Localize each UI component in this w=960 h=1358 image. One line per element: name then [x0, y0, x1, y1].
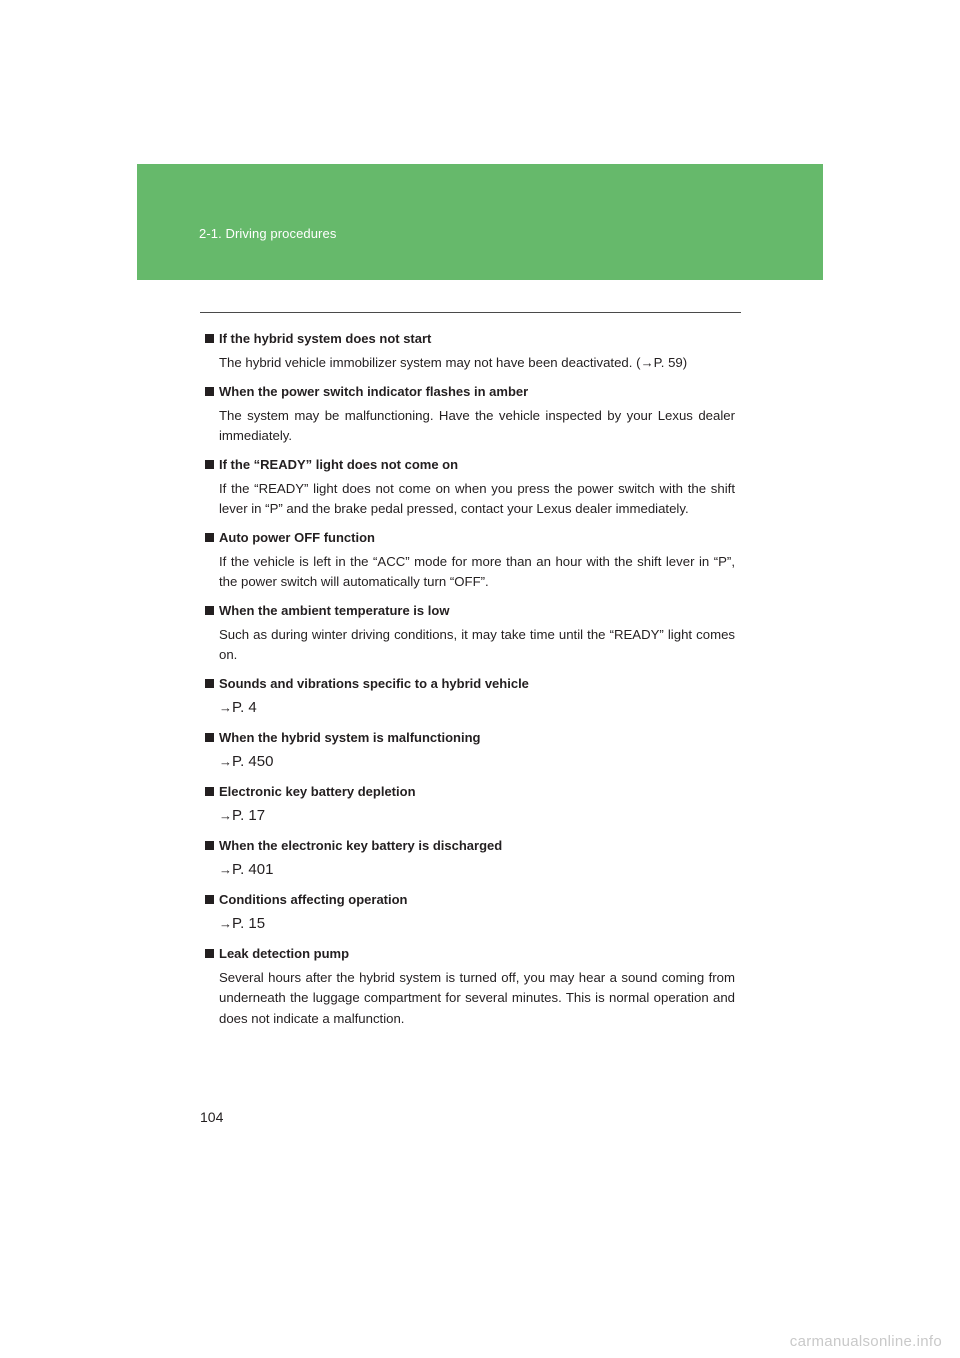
- page-number: 104: [200, 1109, 224, 1125]
- item-body: Several hours after the hybrid system is turned off, you may hear a sound coming from underneath the luggage compartment for several minutes. This is normal operation and does not indicate a malfunction.: [219, 969, 735, 1026]
- list-item: [205, 602, 735, 666]
- item-body: The hybrid vehicle immobilizer system may not have been deactivated. (→P. 59): [219, 355, 688, 370]
- square-bullet-icon: [205, 460, 214, 469]
- list-item: [205, 783, 735, 826]
- list-item: [205, 837, 735, 880]
- square-bullet-icon: [205, 841, 214, 850]
- list-item: [205, 456, 735, 520]
- list-item: [205, 729, 735, 772]
- page-reference-link[interactable]: →P. 15: [219, 914, 266, 932]
- list-item: [205, 891, 735, 934]
- square-bullet-icon: [205, 387, 214, 396]
- item-body: If the “READY” light does not come on when you press the power switch with the shift lever in “P” and the brake pedal pressed, contact your Lexus dealer immediately.: [219, 480, 735, 516]
- item-heading: When the power switch indicator flashes in amber: [205, 383, 735, 401]
- item-body: The system may be malfunctioning. Have the vehicle inspected by your Lexus dealer immediately.: [219, 407, 735, 443]
- divider: [200, 312, 741, 313]
- square-bullet-icon: [205, 533, 214, 542]
- watermark: carmanualsonline.info: [789, 1333, 942, 1350]
- list-item: [205, 529, 735, 593]
- content: [205, 330, 735, 1038]
- square-bullet-icon: [205, 606, 214, 615]
- right-arrow-icon: →: [219, 915, 232, 931]
- list-item: [205, 945, 735, 1030]
- item-heading: When the electronic key battery is discharged: [205, 837, 735, 855]
- item-body: If the vehicle is left in the “ACC” mode for more than an hour with the shift lever in “P”, the power switch will automatically turn “OFF”.: [219, 553, 735, 589]
- item-heading: If the hybrid system does not start: [205, 330, 735, 348]
- square-bullet-icon: [205, 334, 214, 343]
- page-reference-link[interactable]: →P. 401: [219, 860, 274, 878]
- list-item: [205, 675, 735, 718]
- header-band: [137, 164, 823, 280]
- page-reference-link[interactable]: →P. 4: [219, 698, 257, 716]
- section-title: 2-1. Driving procedures: [199, 226, 337, 241]
- item-body: Such as during winter driving conditions, it may take time until the “READY” light comes on.: [219, 626, 735, 662]
- item-heading: Electronic key battery depletion: [205, 783, 735, 801]
- list-item: [205, 383, 735, 447]
- right-arrow-icon: →: [219, 861, 232, 877]
- item-heading: Leak detection pump: [205, 945, 735, 963]
- square-bullet-icon: [205, 733, 214, 742]
- item-heading: If the “READY” light does not come on: [205, 456, 735, 474]
- square-bullet-icon: [205, 679, 214, 688]
- square-bullet-icon: [205, 787, 214, 796]
- item-heading: Auto power OFF function: [205, 529, 735, 547]
- right-arrow-icon: →: [219, 699, 232, 715]
- page-reference-link[interactable]: →P. 17: [219, 806, 266, 824]
- page-reference-link[interactable]: →P. 450: [219, 752, 274, 770]
- right-arrow-icon: →: [219, 807, 232, 823]
- right-arrow-icon: →: [219, 753, 232, 769]
- square-bullet-icon: [205, 895, 214, 904]
- list-item: [205, 330, 735, 374]
- item-heading: When the hybrid system is malfunctioning: [205, 729, 735, 747]
- square-bullet-icon: [205, 949, 214, 958]
- item-heading: Conditions affecting operation: [205, 891, 735, 909]
- item-heading: When the ambient temperature is low: [205, 602, 735, 620]
- item-heading: Sounds and vibrations specific to a hybrid vehicle: [205, 675, 735, 693]
